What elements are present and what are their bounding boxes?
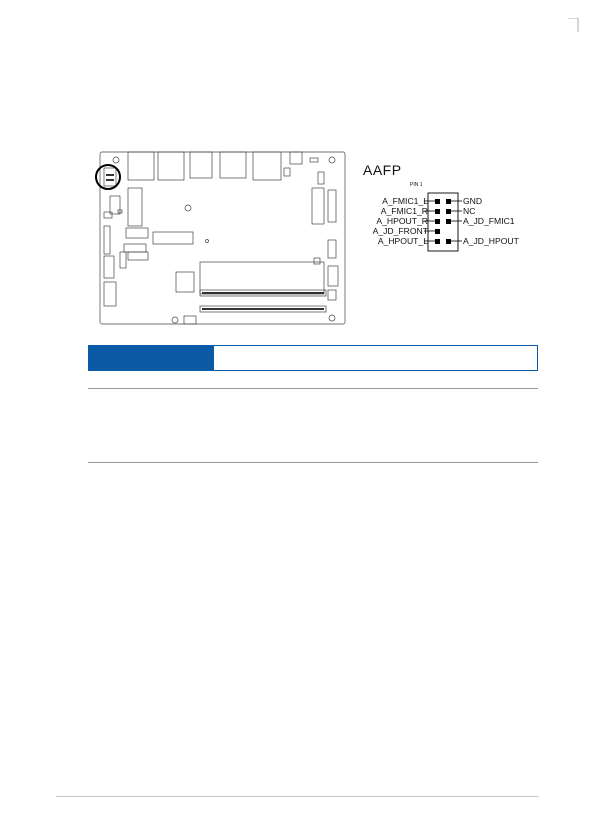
pin-label-right-1: GND <box>463 196 483 206</box>
footer-rule <box>56 796 539 797</box>
header-highlight-circle-icon <box>96 165 120 189</box>
pin-label-left-2: A_FMIC1_R <box>380 206 428 216</box>
divider-middle <box>88 462 538 463</box>
pin1-label: PIN 1 <box>410 182 423 188</box>
pin-label-right-2: NC <box>463 206 476 216</box>
pin-label-left-4: A_JD_FRONT <box>372 226 428 236</box>
table-header-bar <box>88 345 538 371</box>
pin-label-left-3: A_HPOUT_R <box>376 216 428 226</box>
table-header-right <box>214 346 537 370</box>
table-header-left <box>89 346 214 370</box>
header-title: AAFP <box>363 162 402 178</box>
pin-label-left-1: A_FMIC1_L <box>382 196 428 206</box>
pin-label-right-3: A_JD_FMIC1 <box>463 216 515 226</box>
pin-label-left-5: A_HPOUT_L <box>377 236 428 246</box>
pin-label-right-5: A_JD_HPOUT <box>463 236 519 246</box>
divider-top <box>88 388 538 389</box>
